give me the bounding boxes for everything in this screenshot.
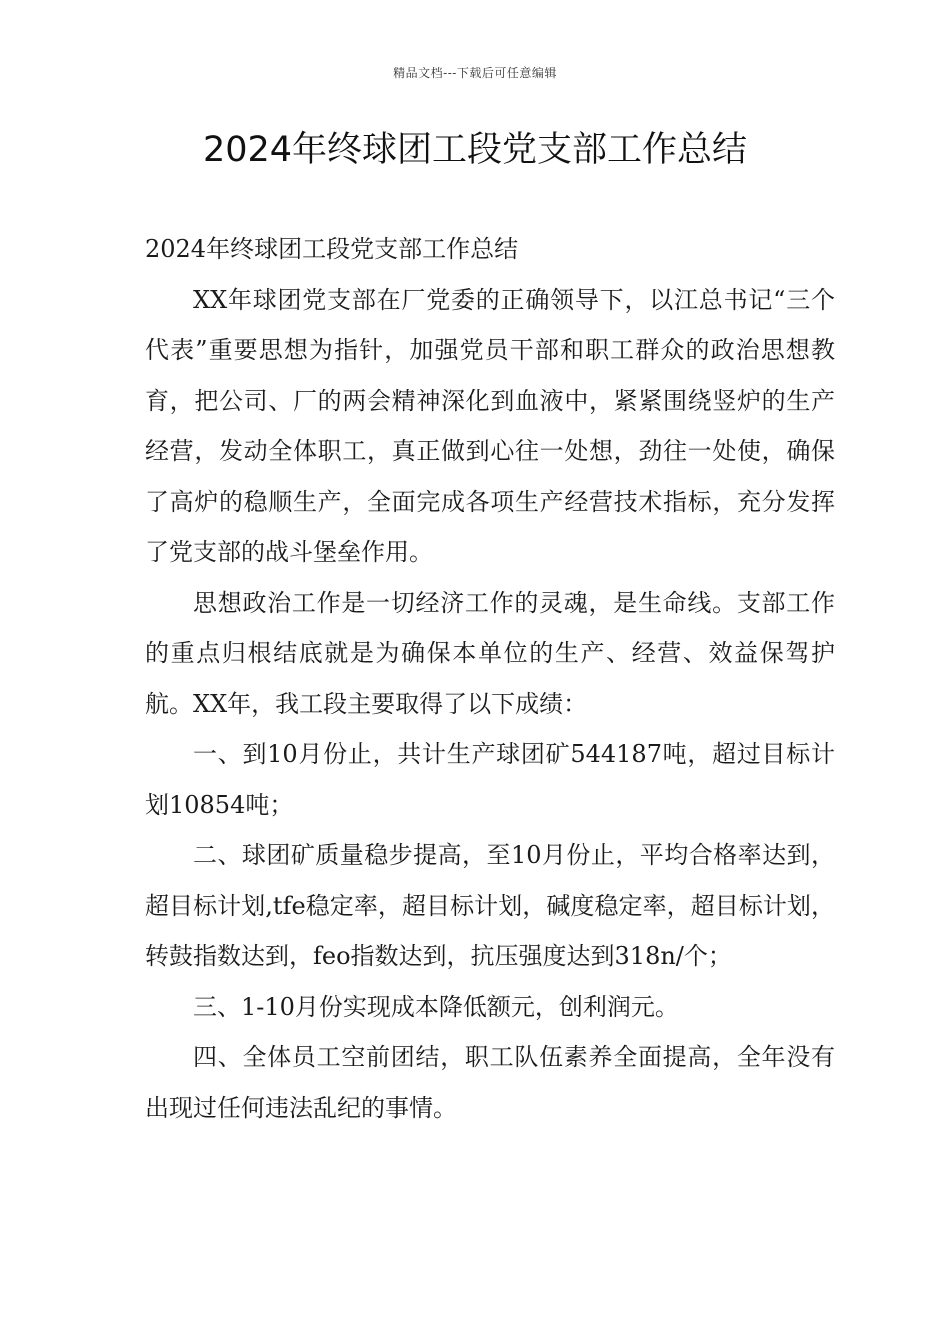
paragraph-summary: 思想政治工作是一切经济工作的灵魂，是生命线。支部工作的重点归根结底就是为确保本单位的生产、经营、效益保驾护航。XX年，我工段主要取得了以下成绩： xyxy=(145,588,835,718)
header-note: 精品文档---下载后可任意编辑 xyxy=(393,66,557,80)
paragraph-item-2: 二、球团矿质量稳步提高，至10月份止，平均合格率达到，超目标计划,tfe稳定率，超目标计划，碱度稳定率，超目标计划，转鼓指数达到，feo指数达到，抗压强度达到318n/个； xyxy=(145,841,835,970)
document-title: 2024年终球团工段党支部工作总结 xyxy=(202,130,748,170)
paragraph-intro: XX年球团党支部在厂党委的正确领导下，以江总书记“三个代表”重要思想为指针，加强党员干部和职工群众的政治思想教育，把公司、厂的两会精神深化到血液中，紧紧围绕竖炉的生产经营，发动全体职工，真正做到心往一处想，劲往一处使，确保了高炉的稳顺生产，全面完成各项生产经营技术指标，充分发挥了党支部的战斗堡垒作用。 xyxy=(145,285,835,566)
document-body xyxy=(145,224,835,1133)
document-subtitle: 2024年终球团工段党支部工作总结 xyxy=(145,235,519,263)
paragraph-item-1: 一、到10月份止，共计生产球团矿544187吨，超过目标计划10854吨； xyxy=(145,740,835,819)
paragraph-item-3: 三、1-10月份实现成本降低额元，创利润元。 xyxy=(193,992,679,1021)
paragraph-item-4: 四、全体员工空前团结，职工队伍素养全面提高，全年没有出现过任何违法乱纪的事情。 xyxy=(145,1043,835,1122)
